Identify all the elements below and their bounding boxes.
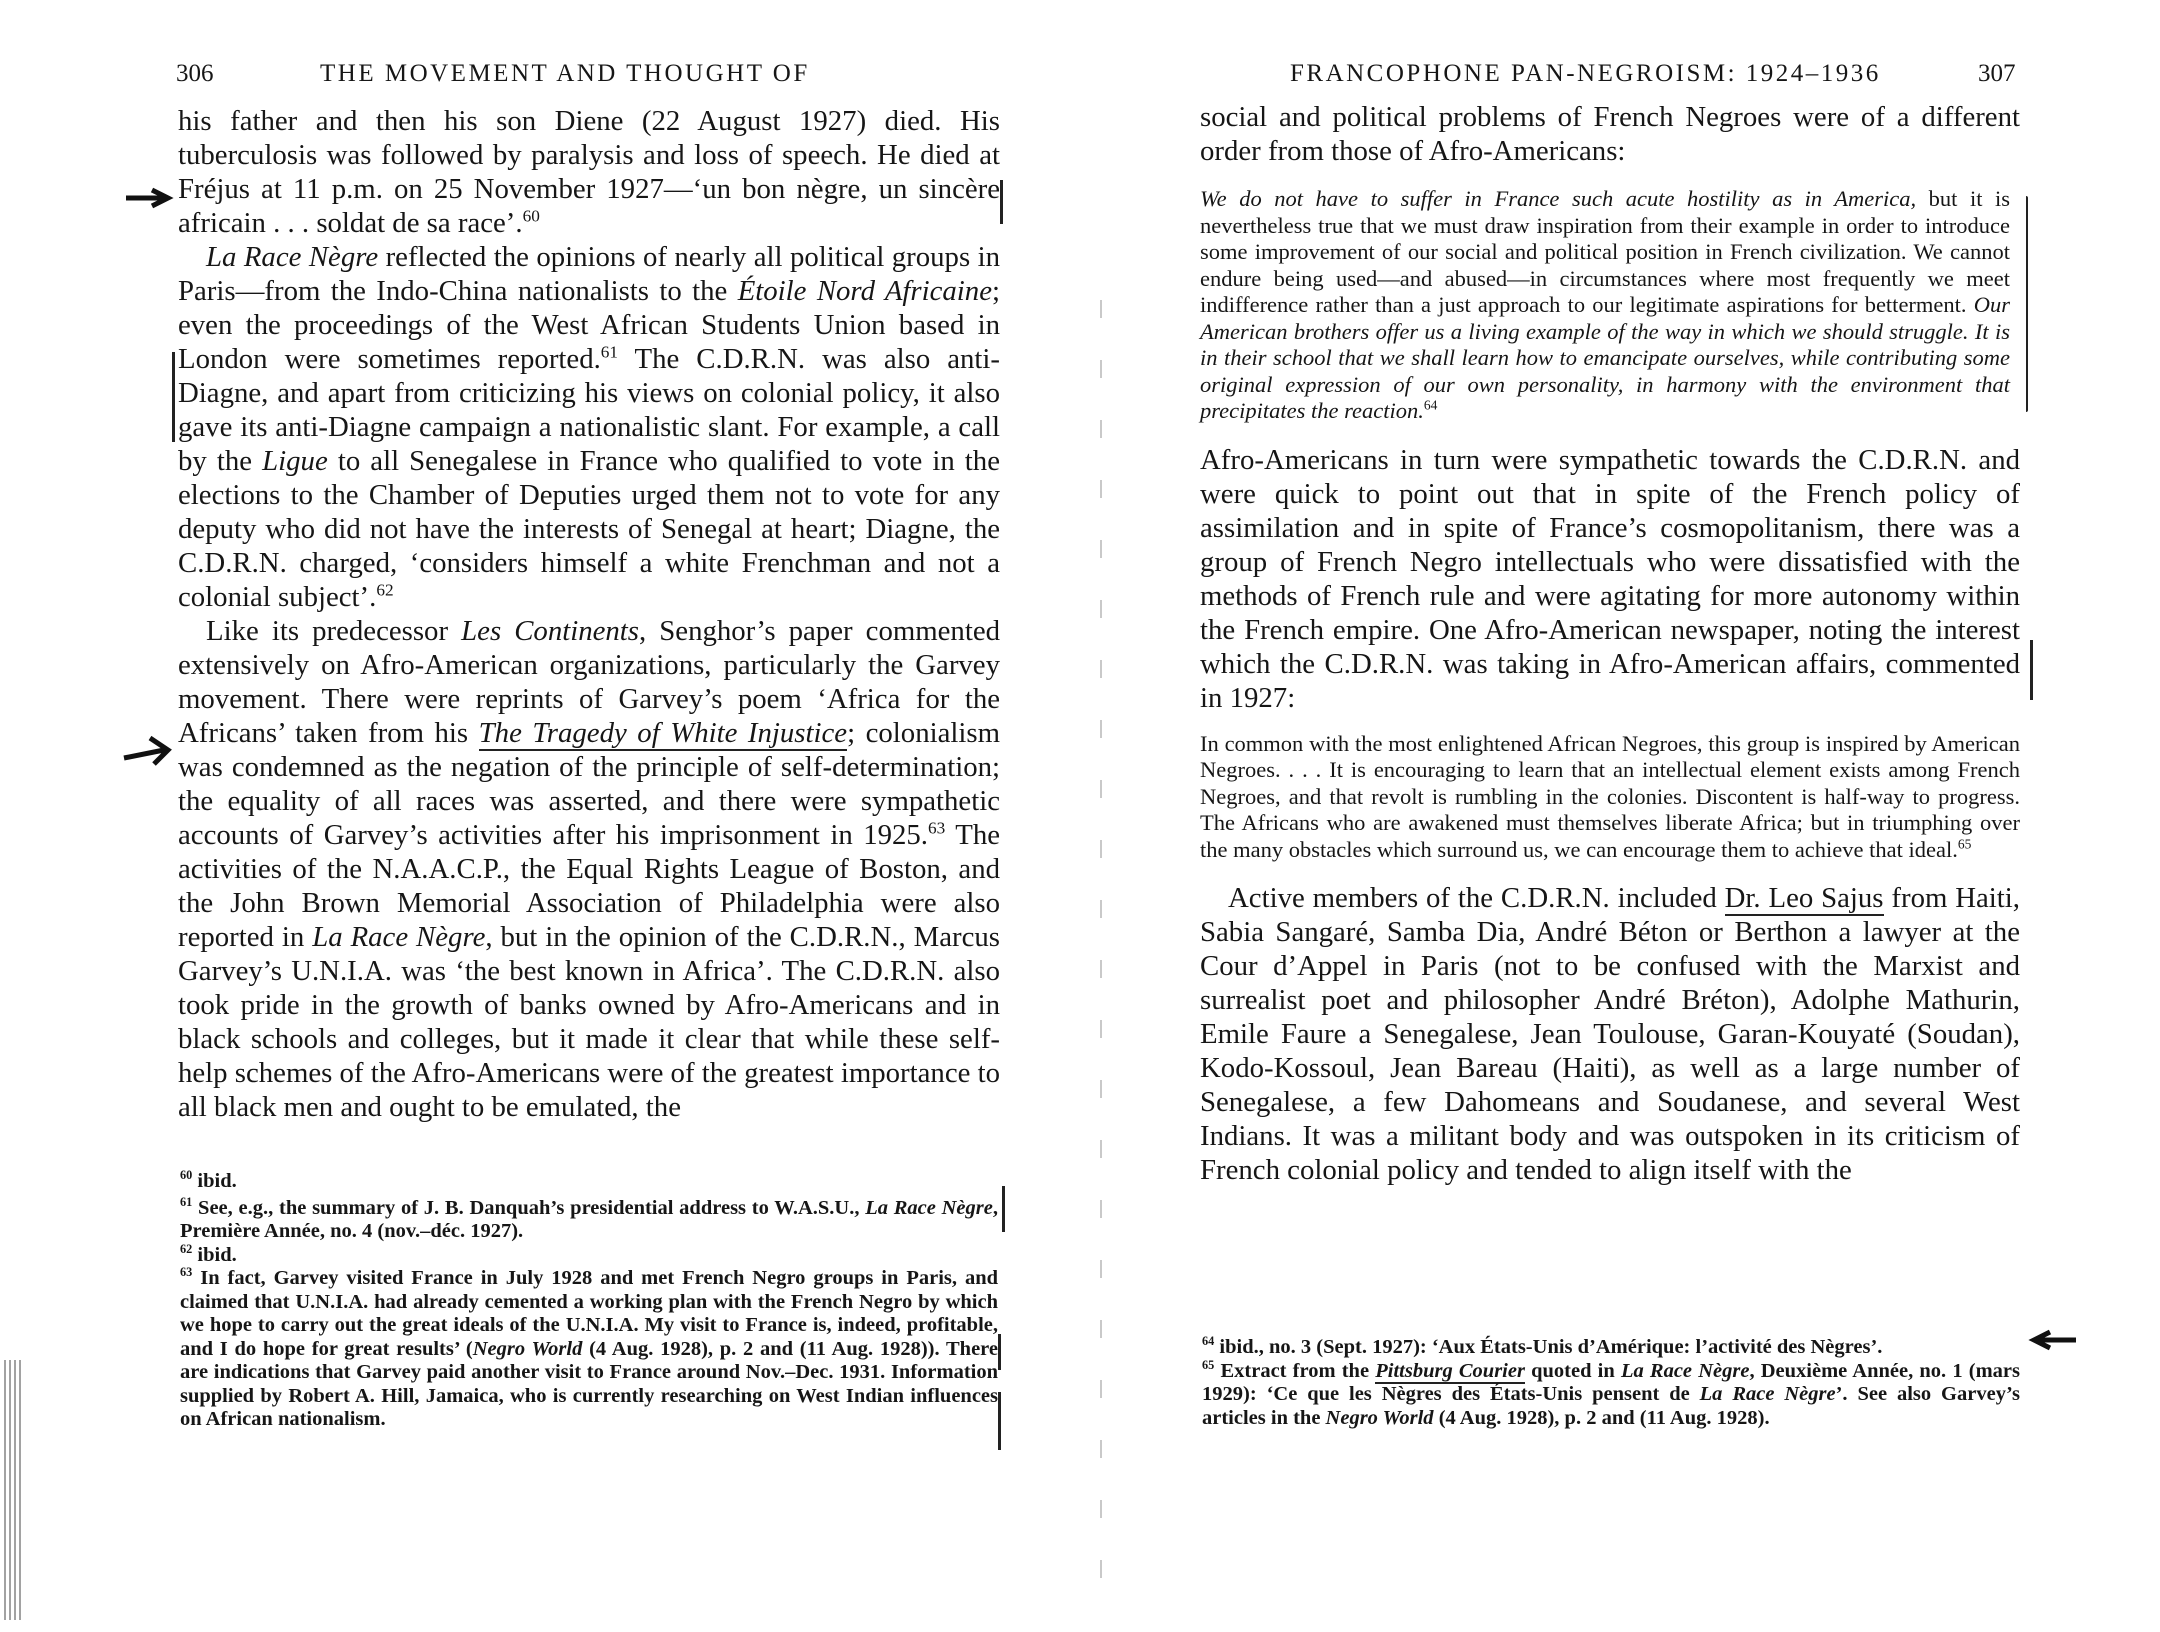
page-number: 307 — [1978, 60, 2016, 87]
paragraph: La Race Nègre reflected the opinions of nearly all political groups in Paris—from the Indo-China nationalists to the Étoile Nord Africaine; even the proceedings of the West African Students Union based in London were sometimes reported.$^{61}$ The C.D.R.N. was also anti-Diagne, and apart from criticizing his views on colonial policy, it also gave its anti-Diagne campaign a nationalistic slant. For example, a call by the Ligue to all Senegalese in France who qualified to vote in the elections to the Chamber of Deputies urged them not to vote for any deputy who did not have the interests of Senegal at heart; Diagne, the C.D.R.N. charged, ‘considers himself a white Frenchman and not a colonial subject’.$^{62}$ — [178, 241, 1000, 613]
footnote-61: $^{61}$ See, e.g., the summary of J. B. Danquah’s presidential address to W.A.S.U., La Race Nègre, Première Année, no. 4 (nov.–déc. 1927). — [180, 1194, 998, 1242]
arrow-annotation-icon — [2028, 1328, 2080, 1352]
left-column — [178, 104, 1000, 1124]
note-ref: 65 — [1957, 836, 1972, 851]
paragraph: social and political problems of French Negroes were of a different order from those of Afro-Americans: — [1200, 101, 2020, 167]
note-ref: 61 — [600, 342, 619, 362]
footnote-60: $^{60}$ ibid. — [180, 1168, 237, 1192]
paragraph: his father and then his son Diene (22 August 1927) died. His tuberculosis was followed by paralysis and loss of speech. He died at Fréjus at 11 p.m. on 25 November 1927—‘un bon nègre, un sincère africain . . . soldat de sa race’.$^{60}$ — [178, 105, 1000, 239]
right-column — [1200, 100, 2020, 1187]
footnote-63: $^{63}$ In fact, Garvey visited France in July 1928 and met French Negro groups in Paris, and claimed that U.N.I.A. had already cemented a working plan with the French Negro by which we hope to carry out the great ideals of the U.N.I.A. My visit to France is, indeed, profitable, and I do hope for great results’ (Negro World (4 Aug. 1928), p. 2 and (11 Aug. 1928)). There are indications that Garvey paid another visit to France around Nov.–Dec. 1931. Information supplied by Robert A. Hill, Jamaica, who is currently researching on West Indian influences on African nationalism. — [180, 1265, 998, 1430]
running-head: THE MOVEMENT AND THOUGHT OF — [320, 60, 810, 87]
margin-bracket-mark — [2026, 196, 2028, 412]
footnote-65: $^{65}$ Extract from the Pittsburg Courier quoted in La Race Nègre, Deuxième Année, no. 1 (mars 1929): ‘Ce que les Nègres des États-Unis pensent de La Race Nègre’. See also Garvey’s articles in the Negro World (4 Aug. 1928), p. 2 and (11 Aug. 1928). — [1202, 1357, 2021, 1429]
margin-bracket-mark — [2030, 640, 2033, 700]
page-number: 306 — [176, 60, 214, 87]
paragraph: Active members of the C.D.R.N. included Dr. Leo Sajus from Haiti, Sabia Sangaré, Samba Dia, André Béton or Berthon a lawyer at the Cour d’Appel in Paris (not to be confused with the Marxist and surrealist poet and philosopher André Bréton), Adolphe Mathurin, Emile Faure a Senegalese, Jean Toulouse, Garan-Kouyaté (Soudan), Kodo-Kossoul, Jean Bareau (Haiti), as well as a large number of Senegalese, a few Dahomeans and Soudanese, and several West Indians. It was a militant body and was outspoken in its criticism of French colonial policy and tended to align itself with the — [1200, 882, 2021, 1186]
right-page — [1080, 0, 2160, 1632]
margin-bracket-mark — [998, 1392, 1001, 1450]
margin-bracket-mark — [172, 352, 175, 442]
margin-bracket-mark — [1002, 1186, 1005, 1232]
note-ref: 64 — [1423, 397, 1438, 413]
footnote-62: $^{62}$ ibid. — [180, 1241, 237, 1266]
paragraph: Like its predecessor Les Continents, Senghor’s paper commented extensively on Afro-American organizations, particularly the Garvey movement. There were reprints of Garvey’s poem ‘Africa for the Africans’ taken from his The Tragedy of White Injustice; colonialism was condemned as the negation of the principle of self-determination; the equality of all races was asserted, and there were sympathetic accounts of Garvey’s activities after his imprisonment in 1925.63 The activities of the N.A.A.C.P., the Equal Rights League of Boston, and the John Brown Memorial Association of Philadelphia were also reported in La Race Nègre, but in the opinion of the C.D.R.N., Marcus Garvey’s U.N.I.A. was ‘the best known in Africa’. The C.D.R.N. also took pride in the growth of banks owned by Afro-Americans and in black schools and colleges, but it made it clear that while these self-help schemes of the Afro-Americans were of the greatest importance to all black men and ought to be emulated, the — [178, 615, 1000, 1123]
block-quote: In common with the most enlightened African Negroes, this group is inspired by American Negroes. . . . It is encouraging to learn that an intellectual element exists among French Negroes, and that revolt is rumbling in the colonies. Discontent is half-way to progress. The Africans who are awakened must themselves liberate Africa; but in triumphing over the many obstacles which surround us, we can encourage them to achieve that ideal.$^{65}$ — [1200, 730, 2020, 862]
margin-bracket-mark — [1000, 180, 1003, 224]
arrow-annotation-icon — [124, 186, 176, 210]
footnotes — [180, 1170, 998, 1432]
margin-bracket-mark — [998, 1334, 1001, 1370]
block-quote: We do not have to suffer in France such acute hostility as in America, but it is nevertheless true that we must draw inspiration from their example in order to introduce some improvement of our social and political position in French civilization. We cannot endure being used—and abused—in circumstances where most frequently we meet indifference rather than a just approach to our legitimate aspirations for betterment. Our American brothers offer us a living example of the way in which we should struggle. It is in their school that we shall learn how to emancipate ourselves, while contributing some original expression of our own personality, in harmony with the environment that precipitates the reaction.$^{64}$ — [1200, 186, 2011, 423]
note-ref: 62 — [376, 580, 394, 600]
footnotes — [1202, 1336, 2020, 1430]
arrow-annotation-icon — [120, 728, 178, 770]
note-ref: 63 — [928, 818, 946, 838]
paragraph: Afro-Americans in turn were sympathetic towards the C.D.R.N. and were quick to point out that in spite of the French policy of assimilation and in spite of France’s cosmopolitanism, there was a group of French Negro intellectuals who were dissatisfied with the methods of French rule and were agitating for more autonomy within the French empire. One Afro-American newspaper, noting the interest which the C.D.R.N. was taking in Afro-American affairs, commented in 1927: — [1200, 443, 2020, 714]
note-ref: 60 — [522, 206, 540, 226]
footnote-64: $^{64}$ ibid., no. 3 (Sept. 1927): ‘Aux États-Unis d’Amérique: l’activité des Nègres’. — [1202, 1334, 1883, 1358]
running-head: FRANCOPHONE PAN-NEGROISM: 1924–1936 — [1290, 60, 1881, 87]
